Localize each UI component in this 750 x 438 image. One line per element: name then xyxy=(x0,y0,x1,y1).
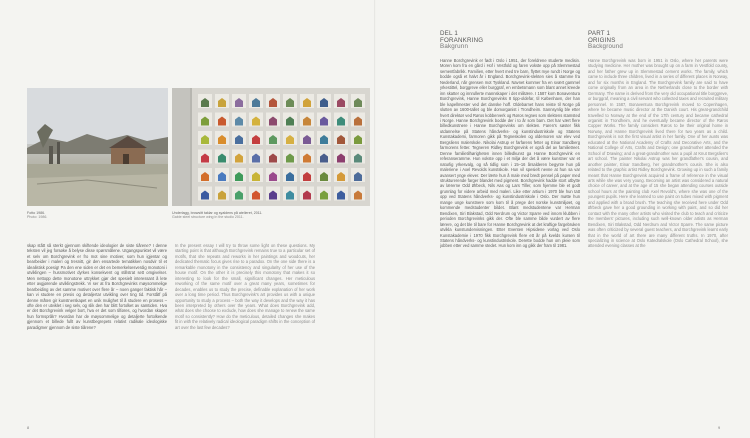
painting-tile xyxy=(198,94,212,108)
painting-tile xyxy=(300,150,314,164)
photo1-caption-no: Fotto 1986. xyxy=(27,211,46,215)
photo2-caption-no: Underlagg, browsitt taklar og syaldens på atelieret, 2011. xyxy=(172,211,263,215)
painting-tile xyxy=(215,150,229,164)
painting-tile xyxy=(300,113,314,127)
painting-tile xyxy=(266,94,280,108)
painting-tile xyxy=(198,150,212,164)
painting-tile xyxy=(351,113,365,127)
heading-en-title: ORIGINS xyxy=(588,36,616,44)
photo2-caption-en: Gable steel structure wing in the studio 2011. xyxy=(172,215,244,220)
heading-en-part: PART 1 xyxy=(588,30,611,37)
painting-tile xyxy=(249,187,263,201)
painting-tile xyxy=(317,168,331,182)
painting-tile xyxy=(334,187,348,201)
painting-tile xyxy=(300,187,314,201)
painting-tile xyxy=(198,168,212,182)
painting-tile xyxy=(266,113,280,127)
right-page-body-norwegian xyxy=(440,58,580,422)
painting-tile xyxy=(232,94,246,108)
painting-tile xyxy=(300,94,314,108)
painting-tile xyxy=(300,168,314,182)
painting-tile xyxy=(351,94,365,108)
section-heading-norwegian xyxy=(440,31,483,51)
painting-tile xyxy=(215,113,229,127)
painting-tile xyxy=(317,187,331,201)
left-body-en-text: In the present essay I will try to throw some light on these questions. My starting point is that although Borchgrevink remains true to a particular set of motifs, that she repeats and reworks in her paintings and woodcuts, her dedicated thematic focus gives rise to a paradox. On the one side there is a remarkable monotony in the consistency and singularity of her use of the house motif. On the other it is precisely this monotony that makes it so interesting to look for the small, significant changes. Her meticulous reworking of the same motif over a great many years, sometimes for decades, enables us to study the precise, definable explanation of her work over a long time period. Thus Borchgrevink's art provides us with a unique opportunity to study a process – both the way it develops and the way it has been interpreted by others over the years. What does Borchgrevink add, what does she choose to exclude, how does she manage to renew the same motif so consistently? How do the meticulous, detailed changes she makes fit in with the relatively radical ideological paradigm shifts in the conception of art over the last few decades? xyxy=(175,243,315,330)
painting-tile xyxy=(283,168,297,182)
painting-tile xyxy=(351,168,365,182)
heading-en-subtitle: Background xyxy=(588,43,624,51)
left-page-body-norwegian xyxy=(27,243,167,421)
painting-tile xyxy=(232,168,246,182)
photo2-caption xyxy=(172,211,352,220)
painting-tile xyxy=(215,94,229,108)
painting-tile xyxy=(283,131,297,145)
painting-tile xyxy=(351,150,365,164)
landscape-photo-graphic xyxy=(27,88,168,206)
painting-tile xyxy=(300,131,314,145)
painting-tile xyxy=(334,131,348,145)
painting-tile xyxy=(249,113,263,127)
painting-tile xyxy=(317,150,331,164)
right-body-no-text: Hanne Borchgrevink er født i Oslo i 1951, der foreldrene studerte medisin. Moren kom fra en gård i Hof i Vestfold og faren vokste opp på Slemmestad sementfabrikk. Familien, etter hvert med tre barn, flyttet mye rundt i Norge og bodde også et halvt år i England. Borchgrevink-slekten sies å stamme fra Nederland, når grensen mot Tyskland. Navnet kommer fra en svært gammel yrkestittel, borggreve eller burggraf, en embetsmann som blant annet kreede inn skatter og innrullerte mannskaper i det militære. I 1587 kom Bonaventura Borchgrevink, Hanne Borchgrevinks 8 tipp-oldefar, til København, der han ble kapellmester ved det danske hoff. Oldebarnet hans reiste til Norge på slutten av 1600-tallet og ble domorganist i Trondheim. Sannsynlig ble etter hvert direktør ved Røros kobberverk og Røros regnes som slektens stamsted i Norge. Hanne Borchgrevink bodde der i to år som barn. Det har vært flere billedkunstnere i Hanne Borchgrevinks om slekten. Faren's søster fikk utdannelse på Statens håndverks- og kunstindustriskole og Statens Kunstakademi, farmoren gikk på Tegneskolen og oldemoren var elev ved Bergsliens malerskole. Nikolai Astrup er farfarens fetter og Einar Sandberg farmorens fetter. Tegneren Ridley Borchgrevink er også del av familietreet. Denne familietilhørigheten innen billedkunst ga Hanne Borchgrevink en referanseramme. Hun vokste opp i et miljø der det å være kunstner var et naturlig yrkesvalg, og så tidlig som i 15–16 årsalderen begynte hun på maleriene i Axel Revolds kunstskole. Hun vil spesielt nevne at hun sa var avansert ynge elever. Der lærte hun å male med bredt pensel på paper med strukturerende farger blandet med pigment. Borchgrevink hadde stort utbytte av lærerne Odd Ørbeck, Nils Aas og Lars Tiller, som hjemme ble et godt grunnlag for videre arbeid med maleri. Like etter artium i 1970 ble hun tatt opp ved Statens håndverks- og kunstindustriskole i Oslo. Der møtte hun mange unge kunstnere som kom til å prege det norske kunstmiljøet, og kommende medstudenter bildet. Blant medstudentene var Herman Bendixen, Siri Blakstad, Odd Nerdrum og Victor Sparre ved innom klubben i perioden Borchgrevinks gikk der. Ofte ble samme bilde vurdert av flere lærere, og det ble til bare for Hanne Borchgrevink at det kraftige fargebruken utvikla kunstundervisningen. Etter Eventen Hipsidene vorlag ved Oslo Kunstakademie i 1970 fikk Borchgrevink flere ett år på kvelds kursen til Statens håndverks- og kunstindustriskole. Derette bodde hun om pleie som jobben etter ved samme stedet. Hun kom inn og gikk der fram til 1981. xyxy=(440,58,580,249)
studio-wall-graphic xyxy=(172,88,370,206)
painting-tile xyxy=(215,168,229,182)
photo1-caption xyxy=(27,211,147,220)
page-number-left: 8 xyxy=(27,426,30,430)
painting-tile xyxy=(232,113,246,127)
painting-tile xyxy=(249,150,263,164)
painting-tile xyxy=(334,150,348,164)
painting-tile xyxy=(351,131,365,145)
painting-tile xyxy=(317,94,331,108)
left-page-body-english xyxy=(175,243,315,421)
painting-tile xyxy=(249,94,263,108)
painting-tile xyxy=(198,113,212,127)
painting-tile xyxy=(283,94,297,108)
painting-tile xyxy=(283,150,297,164)
painting-tile xyxy=(232,150,246,164)
painting-tile xyxy=(249,131,263,145)
page-number-right: 9 xyxy=(718,426,721,430)
painting-tile xyxy=(266,131,280,145)
landscape-photo xyxy=(27,88,168,206)
painting-tile xyxy=(351,187,365,201)
heading-no-part: DEL 1 xyxy=(440,30,458,37)
painting-tile xyxy=(266,150,280,164)
painting-tile xyxy=(317,131,331,145)
painting-tile xyxy=(283,187,297,201)
painting-tile xyxy=(232,131,246,145)
painting-tile xyxy=(198,187,212,201)
photo1-caption-en: Photo: 1986. xyxy=(27,215,48,220)
studio-wall-photo xyxy=(172,88,370,206)
painting-tile xyxy=(215,131,229,145)
painting-tile xyxy=(334,113,348,127)
right-page-body-english xyxy=(588,58,728,422)
painting-tile xyxy=(232,187,246,201)
painting-tile xyxy=(317,113,331,127)
painting-tile xyxy=(266,168,280,182)
page-gutter xyxy=(374,0,376,438)
painting-tile xyxy=(283,113,297,127)
heading-no-title: FORANKRING xyxy=(440,36,484,44)
painting-tile xyxy=(249,168,263,182)
left-body-no-text: skap stått så sterkt gjennom skiftende ideologier de siste tiårene? I denne teksten vil jeg forsøke å belyse disse spørsmålene. Utgangspunktet vil være et selv om Borchgrevink er fro mot sine motiver, som hun igjentar og bearbeider i maleri og tresnitt, gir den ensartede tematikken nosdvir til et idealistisk poesig! Pa den ene siden er det en bemerkelsesverdig monotoni i utviklingen – hussmotivet dyrkes konsekvent og stillstrat sett omgivelser. Men nettopp dette monotone uttrykket gjør det spesielt interessant å lete etter avgjørende utviklingstrekk. Vi ser at fra Borchgrevinks møysommelige bearbeiding av det samme motivet over flere år – noen ganger faktisk hår – kan vi studere en presis og detaljertar utvikling over ting tid. Forståtf på denne måten gir kunstnerskapet en unik mulighet til å studere en prosess – ofte den er utviklet i seg selv, og slik den har blitt fortolket av samtiden. Hva er det Borchgrevink velger bort, hva er det som tilføres, og hvordan skaper hun formspråk? Hvordan har de møysommelige og detaljerte fortolkende gjennom et billede fullt av kunstbegrepets relativt radikale ideologiske paradigmer gjennom de siste tiårene? xyxy=(27,243,167,330)
right-body-en-text: Hanne Borchgrevink was born in 1951 in Oslo, where her parents were studying medicine. Her mother was brought up on a farm in Vestfold county, and her father grew up in Slemmestad cement works. The family, which came to include three children, lived in a series of different places in Norway, and for six months in England. The Borchgrevink family are said to have come originally from an area in the Netherlands close to the border with Germany. The name is derived from the very old occupational title borggreve, or burggraf, meaning a civil servant who collected taxes and recruited military personnel. In 1587, Bonaventura Borchgrevink moved to Copenhagen, where he became music director at the Danish court. His great-grandchild travelled to Norway at the end of the 17th century and became cathedral organist in Trondheim, and he eventually became director of the Røros Copper Works. The family considers Røros to be their original home in Norway, and Hanne Borchgrevink lived there for two years as a child. Borchgrevink is not the first visual artist in her family. One of her aunts was educated at the National Academy of Crafts and Decorative Arts, and the National College of Arts, Crafts and Design; one grandmother attended the School of Drawing; and a great-grandmother was a pupil at Knut Bergslien's art school. The painter Nikolai Astrup was her grandfather's cousin, and another painter, Einar Sandberg, her grandmother's cousin. She is also related to the graphic artist Ridley Borchgrevink. Growing up in such a family meant that Hanne Borchgrevink acquired a frame of reference in the visual arts while she was very young. Becoming an artist was considered a natural choice of career, and at the age of 15 she began attending courses outside school hours at the painting club Axel Revold's, where she was one of the youngest pupils. Here she learned to use paint on tubes mixed with pigment and applied with a broad brush. The teaching she received here under Odd Ørbeck gave her a good grounding in working with paint, and so did her contact with the many other artists who visited the club to teach and criticize the members' pictures, including such well-known older artists as Herman Bendixen, Siri Blakstad, Odd Nerdrum and Victor Sparre. The same picture was often criticized by several guest teachers, and Borchgrevink learnt early that in the world of art there are many different truths. In 1970, after specializing in science at Oslo Katedralskole (Oslo Cathedral School), she attended evening classes at the xyxy=(588,58,728,249)
painting-tile xyxy=(334,94,348,108)
painting-tile xyxy=(334,168,348,182)
heading-no-subtitle: Bakgrunn xyxy=(440,43,469,51)
painting-tile xyxy=(266,187,280,201)
section-heading-english xyxy=(588,31,623,51)
painting-tile xyxy=(215,187,229,201)
painting-tile xyxy=(198,131,212,145)
